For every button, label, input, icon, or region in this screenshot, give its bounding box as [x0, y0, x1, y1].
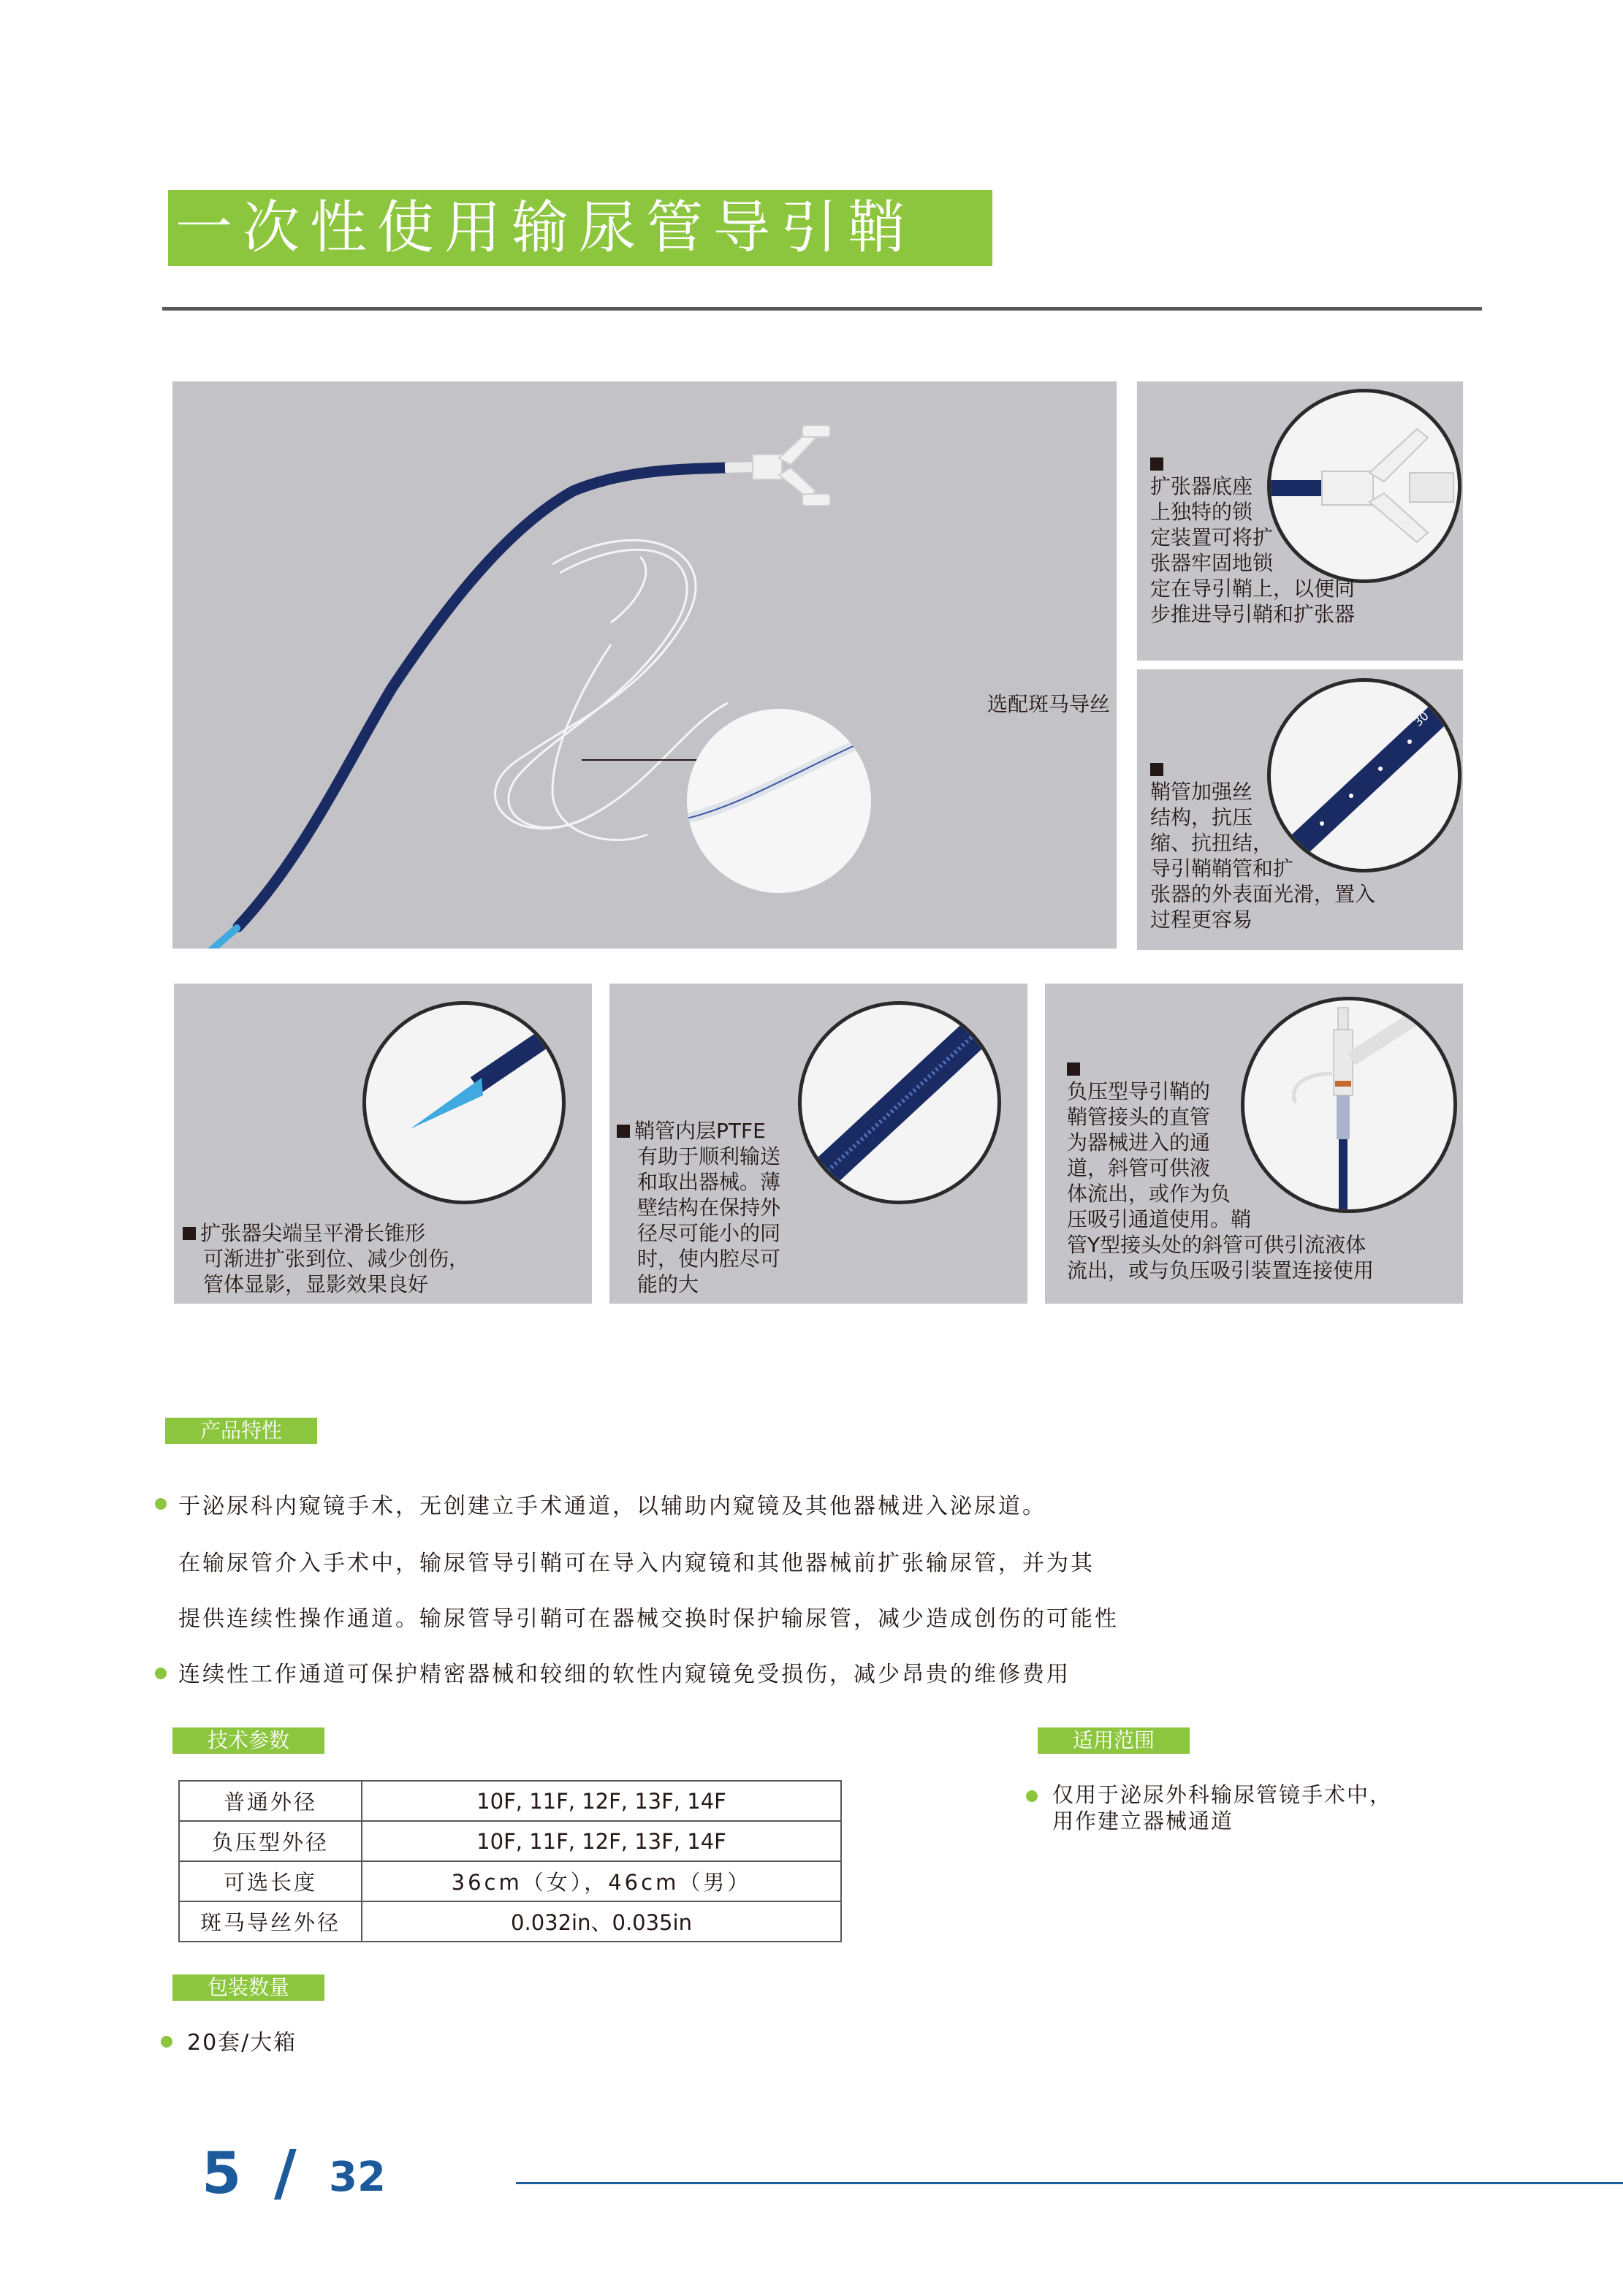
- param-value: 36cm（女），46cm（男）: [362, 1861, 841, 1901]
- table-row: [179, 1861, 841, 1901]
- bullet-dot-icon: [155, 1668, 167, 1679]
- bullet-square-icon: [1067, 1063, 1080, 1076]
- bullet-dot-icon: [1026, 1790, 1038, 1802]
- panel-lock-feature: [1137, 381, 1463, 661]
- dilator-hub: [753, 425, 830, 506]
- guidewire-label: 选配斑马导丝: [987, 692, 1111, 716]
- table-row: [179, 1901, 841, 1942]
- ptfe-caption: 鞘管内层PTFE 有助于顺利输送 和取出器械。薄 壁结构在保持外 径尽可能小的同 时，使内腔尽可 能的大: [617, 1118, 780, 1297]
- product-feature-line: 提供连续性操作通道。输尿管导引鞘可在器械交换时保护输尿管，减少造成创伤的可能性: [178, 1606, 1119, 1632]
- sheath-illustration: [172, 381, 1117, 949]
- bullet-dot-icon: [155, 1498, 167, 1510]
- lock-caption: 扩张器底座 上独特的锁 定装置可将扩 张器牢固地锁 定在导引鞘上，以便同 步推进导引鞘和扩张器: [1150, 457, 1355, 627]
- scope-label: 适用范围: [1038, 1727, 1190, 1754]
- table-row: [179, 1821, 841, 1861]
- ptfe-magnifier: [798, 1001, 1001, 1204]
- page-separator: /: [274, 2137, 297, 2208]
- page-title: 一次性使用输尿管导引鞘: [175, 195, 916, 261]
- page-total: 32: [329, 2154, 386, 2201]
- sheath-scale-mark: 30: [1411, 708, 1432, 729]
- negative-pressure-caption: 负压型导引鞘的 鞘管接头的直管 为器械进入的通 道，斜管可供液 体流出，或作为负 压吸引通道使用。鞘 管Y型接头处的斜管可供引流液体 流出，或与负压吸引装置连接使用: [1067, 1063, 1374, 1283]
- ptfe-sheath-closeup: [802, 1005, 997, 1201]
- footer-divider: [516, 2182, 1623, 2184]
- product-feature-line: 在输尿管介入手术中，输尿管导引鞘可在导入内窥镜和其他器械前扩张输尿管，并为其: [178, 1551, 1095, 1576]
- title-divider: [162, 307, 1482, 311]
- product-feature-line: 连续性工作通道可保护精密器械和较细的软性内窥镜免受损伤，减少昂贵的维修费用: [178, 1662, 1071, 1687]
- scope-line: 仅用于泌尿外科输尿管镜手术中，: [1052, 1782, 1393, 1807]
- param-value: 10F, 11F, 12F, 13F, 14F: [362, 1781, 841, 1821]
- param-name: 负压型外径: [179, 1821, 362, 1861]
- tip-caption: 扩张器尖端呈平滑长锥形 可渐进扩张到位、减少创伤， 管体显影，显影效果良好: [183, 1220, 469, 1297]
- tech-params-label: 技术参数: [172, 1727, 324, 1754]
- guidewire-closeup: [687, 709, 871, 893]
- param-name: 斑马导丝外径: [179, 1901, 362, 1942]
- panel-sheath-feature: [1137, 669, 1463, 950]
- param-value: 10F, 11F, 12F, 13F, 14F: [362, 1821, 841, 1861]
- tip-magnifier: [362, 1001, 566, 1204]
- bullet-square-icon: [183, 1227, 196, 1240]
- bullet-square-icon: [1150, 763, 1163, 776]
- table-row: [179, 1781, 841, 1821]
- scope-line: 用作建立器械通道: [1052, 1809, 1234, 1833]
- bullet-square-icon: [617, 1125, 630, 1138]
- tech-params-table: [178, 1780, 842, 1942]
- guidewire-magnifier: [687, 709, 871, 893]
- packaging-label: 包装数量: [172, 1974, 324, 2001]
- param-value: 0.032in、0.035in: [362, 1901, 841, 1942]
- panel-tip-feature: [174, 984, 592, 1304]
- hero-product-photo: [172, 381, 1117, 949]
- packaging-value: 20套/大箱: [187, 2030, 297, 2056]
- param-name: 普通外径: [179, 1781, 362, 1821]
- sheath-caption: 鞘管加强丝 结构，抗压 缩、抗扭结， 导引鞘鞘管和扩 张器的外表面光滑，置入 过程更容易: [1150, 763, 1375, 932]
- bullet-square-icon: [1150, 457, 1163, 471]
- panel-ptfe-feature: [609, 984, 1027, 1304]
- bullet-dot-icon: [161, 2036, 172, 2048]
- dilator-tip-closeup: [366, 1005, 562, 1201]
- page-number: 5: [202, 2141, 242, 2207]
- panel-negative-pressure-feature: [1045, 984, 1463, 1304]
- product-feature-line: 于泌尿科内窥镜手术，无创建立手术通道，以辅助内窥镜及其他器械进入泌尿道。: [178, 1494, 1046, 1519]
- param-name: 可选长度: [179, 1861, 362, 1901]
- product-features-label: 产品特性: [165, 1418, 317, 1444]
